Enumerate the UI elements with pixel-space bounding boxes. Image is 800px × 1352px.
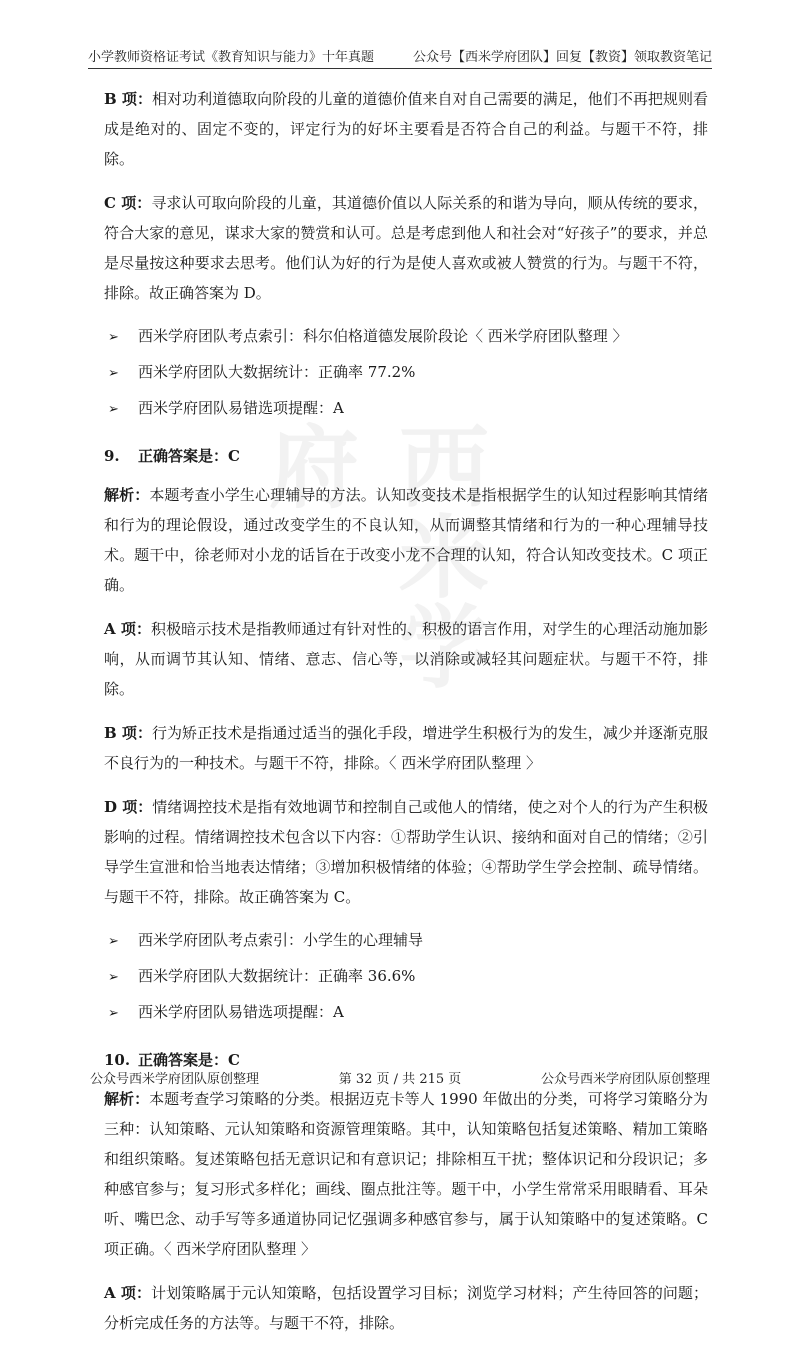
bullet-text: 西米学府团队大数据统计：正确率 77.2% bbox=[138, 363, 416, 381]
bullet-text: 西米学府团队考点索引：科尔伯格道德发展阶段论〈 西米学府团队整理 〉 bbox=[138, 327, 628, 345]
bullet-item bbox=[104, 358, 708, 388]
bullet-item bbox=[104, 998, 708, 1028]
paragraph-text: 情绪调控技术是指有效地调节和控制自己或他人的情绪，使之对个人的行为产生积极影响的过程。情绪调控技术包含以下内容：①帮助学生认识、接纳和面对自己的情绪；②引导学生宣泄和恰当地表达情绪；③增加积极情绪的体验；④帮助学生学会控制、疏导情绪。与题干不符，排除。故正确答案为 C。 bbox=[104, 798, 708, 906]
paragraph-label: C 项： bbox=[104, 194, 152, 212]
arrow-bullet-icon: ➢ bbox=[108, 366, 119, 381]
paragraph-label: 解析： bbox=[104, 1090, 150, 1108]
answer-text: 正确答案是：C bbox=[138, 1051, 240, 1069]
paragraph bbox=[104, 718, 708, 778]
bullet-text: 西米学府团队考点索引：小学生的心理辅导 bbox=[138, 931, 424, 949]
paragraph-label: D 项： bbox=[104, 798, 153, 816]
watermark: 西米学府 bbox=[253, 420, 488, 690]
bullet-text: 西米学府团队易错选项提醒：A bbox=[138, 1003, 344, 1021]
paragraph-text: 积极暗示技术是指教师通过有针对性的、积极的语言作用，对学生的心理活动施加影响，从而调节其认知、情绪、意志、信心等，以消除或减轻其问题症状。与题干不符，排除。 bbox=[104, 620, 708, 698]
paragraph-text: 相对功利道德取向阶段的儿童的道德价值来自对自己需要的满足，他们不再把规则看成是绝对的、固定不变的，评定行为的好坏主要看是否符合自己的利益。与题干不符，排除。 bbox=[104, 90, 708, 168]
page-footer bbox=[88, 1068, 712, 1088]
bullet-item bbox=[104, 926, 708, 956]
paragraph bbox=[104, 1084, 708, 1264]
paragraph bbox=[104, 480, 708, 600]
paragraph-text: 行为矫正技术是指通过适当的强化手段，增进学生积极行为的发生，减少并逐渐克服不良行为的一种技术。与题干不符，排除。〈 西米学府团队整理 〉 bbox=[104, 724, 708, 772]
paragraph-text: 寻求认可取向阶段的儿童，其道德价值以人际关系的和谐为导向，顺从传统的要求，符合大家的意见，谋求大家的赞赏和认可。总是考虑到他人和社会对“好孩子”的要求，并总是尽量按这种要求去思考。他们认为好的行为是使人喜欢或被人赞赏的行为。与题干不符，排除。故正确答案为 D。 bbox=[104, 194, 708, 302]
bullet-text: 西米学府团队大数据统计：正确率 36.6% bbox=[138, 967, 416, 985]
bullet-item bbox=[104, 322, 708, 352]
bullet-item bbox=[104, 962, 708, 992]
paragraph-text: 计划策略属于元认知策略，包括设置学习目标；浏览学习材料；产生待回答的问题；分析完成任务的方法等。与题干不符，排除。 bbox=[104, 1284, 708, 1332]
paragraph bbox=[104, 792, 708, 912]
paragraph bbox=[104, 614, 708, 704]
answer-heading bbox=[104, 442, 708, 470]
bullet-text: 西米学府团队易错选项提醒：A bbox=[138, 399, 344, 417]
paragraph bbox=[104, 188, 708, 308]
arrow-bullet-icon: ➢ bbox=[108, 402, 119, 417]
paragraph-label: 解析： bbox=[104, 486, 150, 504]
paragraph bbox=[104, 1278, 708, 1338]
paragraph bbox=[104, 84, 708, 174]
paragraph-label: A 项： bbox=[104, 1284, 152, 1302]
arrow-bullet-icon: ➢ bbox=[108, 330, 119, 345]
header-rule bbox=[88, 68, 712, 69]
arrow-bullet-icon: ➢ bbox=[108, 934, 119, 949]
header-title: 小学教师资格证考试《教育知识与能力》十年真题 bbox=[88, 50, 375, 65]
paragraph-label: B 项： bbox=[104, 724, 152, 742]
footer-right: 公众号西米学府团队原创整理 bbox=[540, 1072, 710, 1087]
paragraph-text: 本题考查小学生心理辅导的方法。认知改变技术是指根据学生的认知过程影响其情绪和行为的理论假设，通过改变学生的不良认知，从而调整其情绪和行为的一种心理辅导技术。题干中，徐老师对小龙的话旨在于改变小龙不合理的认知，符合认知改变技术。C 项正确。 bbox=[104, 486, 708, 594]
paragraph-label: A 项： bbox=[104, 620, 152, 638]
page-content bbox=[104, 84, 708, 1352]
answer-text: 正确答案是：C bbox=[138, 447, 240, 465]
bullet-item bbox=[104, 394, 708, 424]
page-number: 第 32 页 / 共 215 页 bbox=[338, 1072, 462, 1087]
arrow-bullet-icon: ➢ bbox=[108, 1006, 119, 1021]
paragraph-label: B 项： bbox=[104, 90, 152, 108]
page-header bbox=[88, 42, 712, 64]
paragraph-text: 本题考查学习策略的分类。根据迈克卡等人 1990 年做出的分类，可将学习策略分为三种：认知策略、元认知策略和资源管理策略。其中，认知策略包括复述策略、精加工策略和组织策略。复述策略包括无意识记和有意识记；排除相互干扰；整体识记和分段识记；多种感官参与；复习形式多样化；画线、圈点批注等。题干中，小学生常常采用眼睛看、耳朵听、嘴巴念、动手写等多通道协同记忆强调多种感官参与，属于认知策略中的复述策略。C 项正确。〈 西米学府团队整理 〉 bbox=[104, 1090, 708, 1258]
question-number: 10. bbox=[104, 1051, 131, 1069]
arrow-bullet-icon: ➢ bbox=[108, 970, 119, 985]
footer-left: 公众号西米学府团队原创整理 bbox=[90, 1072, 260, 1087]
header-promo: 公众号【西米学府团队】回复【教资】领取教资笔记 bbox=[412, 50, 712, 65]
question-number: 9. bbox=[104, 447, 120, 465]
